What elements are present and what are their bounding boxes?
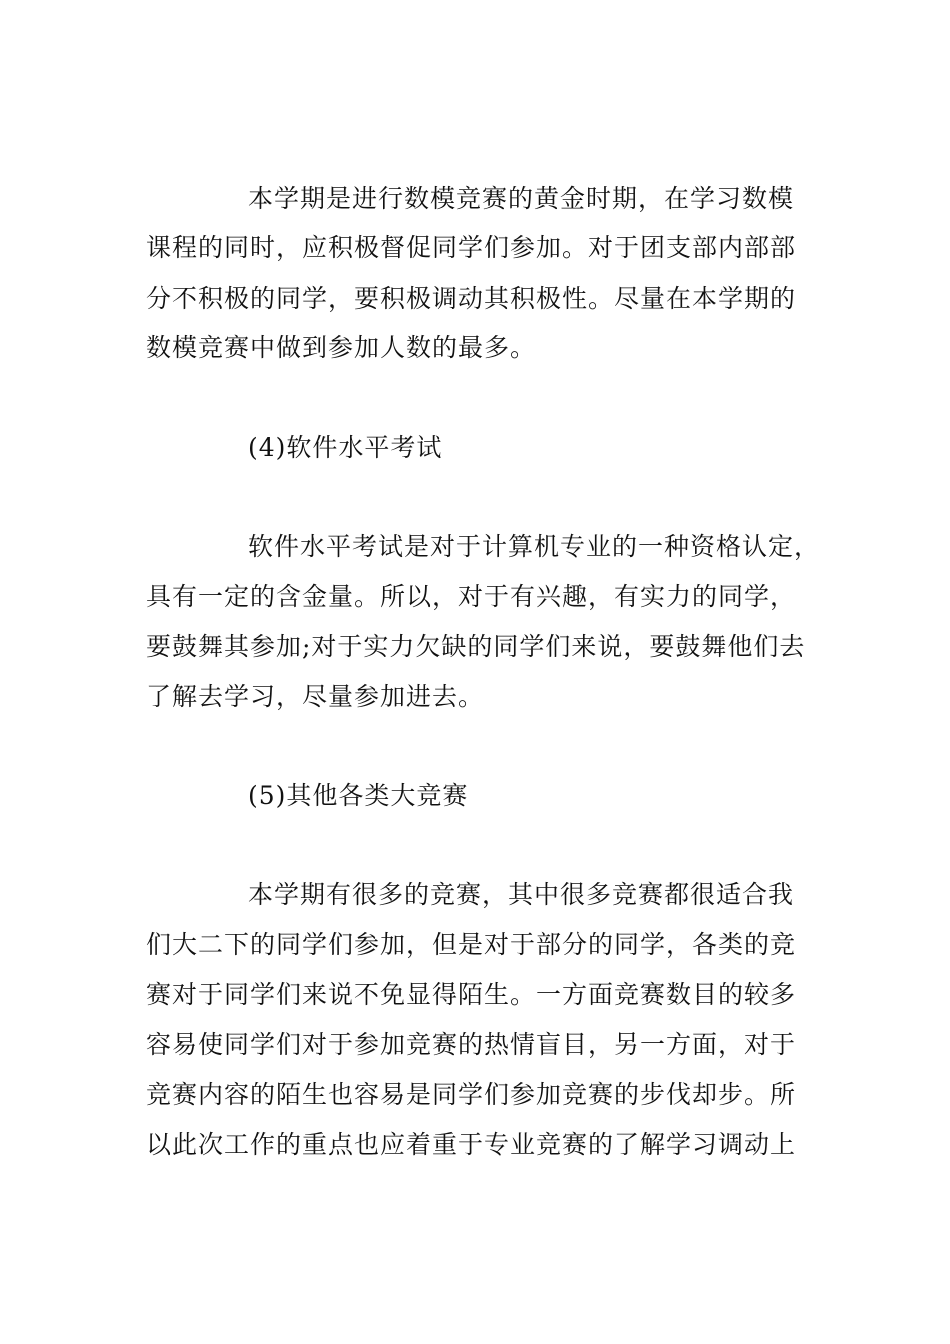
paragraph-line: 容易使同学们对于参加竞赛的热情盲目，另一方面，对于 — [146, 1030, 797, 1059]
section-heading-5: (5)其他各类大竞赛 — [248, 781, 469, 810]
paragraph-line: 具有一定的含金量。所以，对于有兴趣，有实力的同学， — [146, 582, 797, 611]
paragraph-line: 要鼓舞其参加;对于实力欠缺的同学们来说，要鼓舞他们去 — [146, 632, 806, 661]
paragraph-line: 本学期是进行数模竞赛的黄金时期，在学习数模 — [248, 184, 795, 213]
paragraph-line: 以此次工作的重点也应着重于专业竞赛的了解学习调动上 — [146, 1130, 797, 1159]
paragraph-line: 赛对于同学们来说不免显得陌生。一方面竞赛数目的较多 — [146, 980, 797, 1009]
paragraph-line: 课程的同时，应积极督促同学们参加。对于团支部内部部 — [146, 233, 797, 262]
paragraph-line: 分不积极的同学，要积极调动其积极性。尽量在本学期的 — [146, 284, 797, 313]
paragraph-line: 数模竞赛中做到参加人数的最多。 — [146, 333, 537, 362]
paragraph-line: 软件水平考试是对于计算机专业的一种资格认定， — [248, 532, 821, 561]
paragraph-line: 本学期有很多的竞赛，其中很多竞赛都很适合我 — [248, 880, 795, 909]
section-heading-4: (4)软件水平考试 — [248, 433, 443, 462]
paragraph-line: 竞赛内容的陌生也容易是同学们参加竞赛的步伐却步。所 — [146, 1080, 797, 1109]
paragraph-line: 了解去学习，尽量参加进去。 — [146, 682, 485, 711]
paragraph-line: 们大二下的同学们参加，但是对于部分的同学，各类的竞 — [146, 930, 797, 959]
